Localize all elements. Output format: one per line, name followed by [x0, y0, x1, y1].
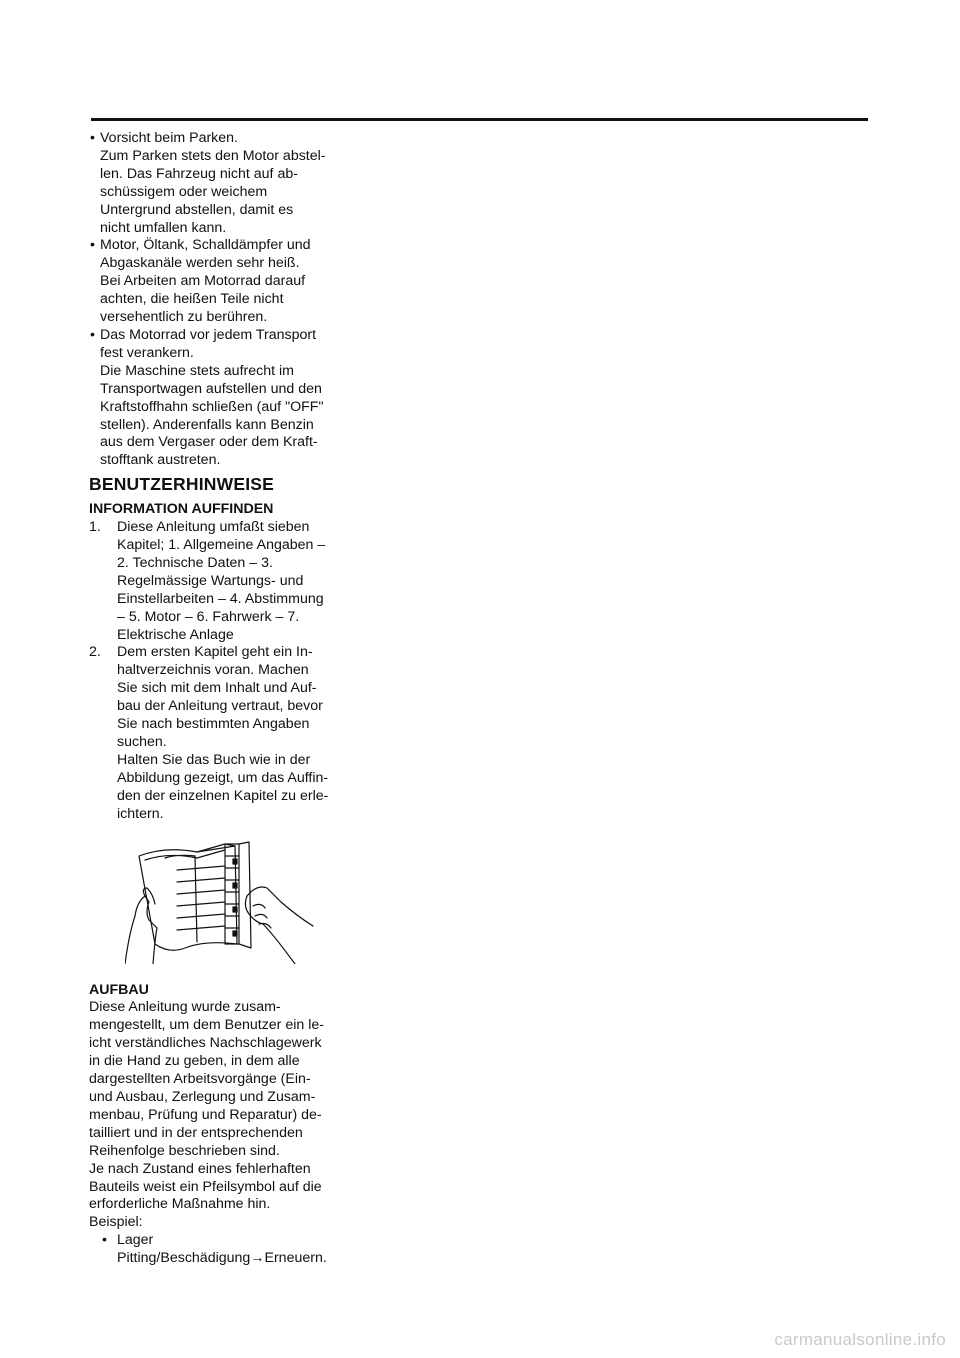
- aufbau-paragraph: [89, 999, 339, 1232]
- text-line: Diese Anleitung wurde zusam-: [89, 999, 281, 1016]
- text-line: nicht umfallen kann.: [100, 219, 227, 236]
- item-number: 1.: [89, 519, 101, 536]
- text-line: Beispiel:: [89, 1214, 143, 1231]
- text-line: Regelmässige Wartungs- und: [117, 572, 304, 589]
- text-line: erforderliche Maßnahme hin.: [89, 1196, 271, 1213]
- top-rule: [91, 118, 868, 121]
- book-hands-drawing: [125, 836, 315, 964]
- item-number: 2.: [89, 644, 101, 661]
- text-line: suchen.: [117, 734, 167, 750]
- text-line: Kraftstoffhahn schließen (auf "OFF": [100, 398, 324, 415]
- safety-bullets: [89, 130, 339, 470]
- text-line: fest verankern.: [100, 344, 194, 361]
- bullet-item: [89, 327, 339, 470]
- text-line: Die Maschine stets aufrecht im: [100, 362, 294, 379]
- text-line: tailliert und in der entsprechenden: [89, 1124, 303, 1141]
- text-line: 2. Technische Daten – 3.: [117, 554, 273, 571]
- book-illustration: [89, 836, 339, 976]
- text-line: icht verständliches Nachschlagewerk: [89, 1035, 322, 1052]
- numbered-list: [89, 519, 339, 823]
- text-line: in die Hand zu geben, in dem alle: [89, 1053, 300, 1070]
- numbered-item: [89, 644, 339, 823]
- text-line: Das Motorrad vor jedem Transport: [100, 326, 317, 343]
- text-line: Kapitel; 1. Allgemeine Angaben –: [117, 537, 326, 554]
- section-title: BENUTZERHINWEISE: [89, 474, 275, 495]
- text-line: Transportwagen aufstellen und den: [100, 380, 322, 397]
- bullet-icon: •: [90, 326, 95, 343]
- text-line: dargestellten Arbeitsvorgänge (Ein-: [89, 1071, 311, 1088]
- aufbau-title: AUFBAU: [89, 981, 149, 998]
- text-line: achten, die heißen Teile nicht: [100, 291, 284, 308]
- text-line: haltverzeichnis voran. Machen: [117, 662, 309, 679]
- text-line: den der einzelnen Kapitel zu erle-: [117, 787, 329, 804]
- text-line: Dem ersten Kapitel geht ein In-: [117, 644, 313, 661]
- text-line: Abbildung gezeigt, um das Auffin-: [117, 769, 329, 786]
- text-line: Sie nach bestimmten Angaben: [117, 716, 310, 733]
- example-detail: Pitting/Beschädigung→Erneuern.: [117, 1250, 327, 1267]
- text-line: Reihenfolge beschrieben sind.: [89, 1142, 280, 1159]
- text-line: stofftank austreten.: [100, 452, 221, 469]
- text-line: stellen). Anderenfalls kann Benzin: [100, 416, 314, 433]
- info-title: INFORMATION AUFFINDEN: [89, 501, 274, 518]
- text-line: menbau, Prüfung und Reparatur) de-: [89, 1106, 322, 1123]
- watermark: carmanualsonline.info: [774, 1330, 946, 1349]
- text-line: Untergrund abstellen, damit es: [100, 201, 294, 218]
- text-line: Diese Anleitung umfaßt sieben: [117, 519, 310, 536]
- numbered-item: [89, 519, 339, 644]
- text-line: Vorsicht beim Parken.: [100, 130, 238, 146]
- bullet-icon: •: [102, 1232, 107, 1249]
- text-line: Elektrische Anlage: [117, 626, 234, 643]
- text-line: Je nach Zustand eines fehlerhaften: [89, 1160, 311, 1177]
- bullet-icon: •: [90, 237, 95, 254]
- text-line: mengestellt, um dem Benutzer ein le-: [89, 1017, 324, 1034]
- text-line: Bauteils weist ein Pfeilsymbol auf die: [89, 1178, 322, 1195]
- text-line: Bei Arbeiten am Motorrad darauf: [100, 273, 306, 290]
- example-item: Lager: [117, 1232, 154, 1249]
- text-line: Einstellarbeiten – 4. Abstimmung: [117, 590, 324, 607]
- bullet-item: [89, 130, 339, 237]
- text-line: len. Das Fahrzeug nicht auf ab-: [100, 165, 298, 182]
- text-line: Halten Sie das Buch wie in der: [117, 751, 311, 768]
- text-line: versehentlich zu berühren.: [100, 309, 268, 326]
- bullet-icon: •: [90, 130, 95, 146]
- text-line: Zum Parken stets den Motor abstel-: [100, 147, 326, 164]
- bullet-item: [89, 237, 339, 327]
- text-line: ichtern.: [117, 805, 164, 822]
- text-line: bau der Anleitung vertraut, bevor: [117, 698, 323, 715]
- text-line: und Ausbau, Zerlegung und Zusam-: [89, 1088, 316, 1105]
- example-bullet: [89, 1232, 339, 1268]
- text-line: aus dem Vergaser oder dem Kraft-: [100, 434, 318, 451]
- text-line: Motor, Öltank, Schalldämpfer und: [100, 237, 311, 254]
- text-line: Abgaskanäle werden sehr heiß.: [100, 255, 300, 272]
- text-line: – 5. Motor – 6. Fahrwerk – 7.: [117, 608, 300, 625]
- text-line: Sie sich mit dem Inhalt und Auf-: [117, 680, 317, 697]
- text-column: [89, 130, 339, 1268]
- text-line: schüssigem oder weichem: [100, 183, 268, 200]
